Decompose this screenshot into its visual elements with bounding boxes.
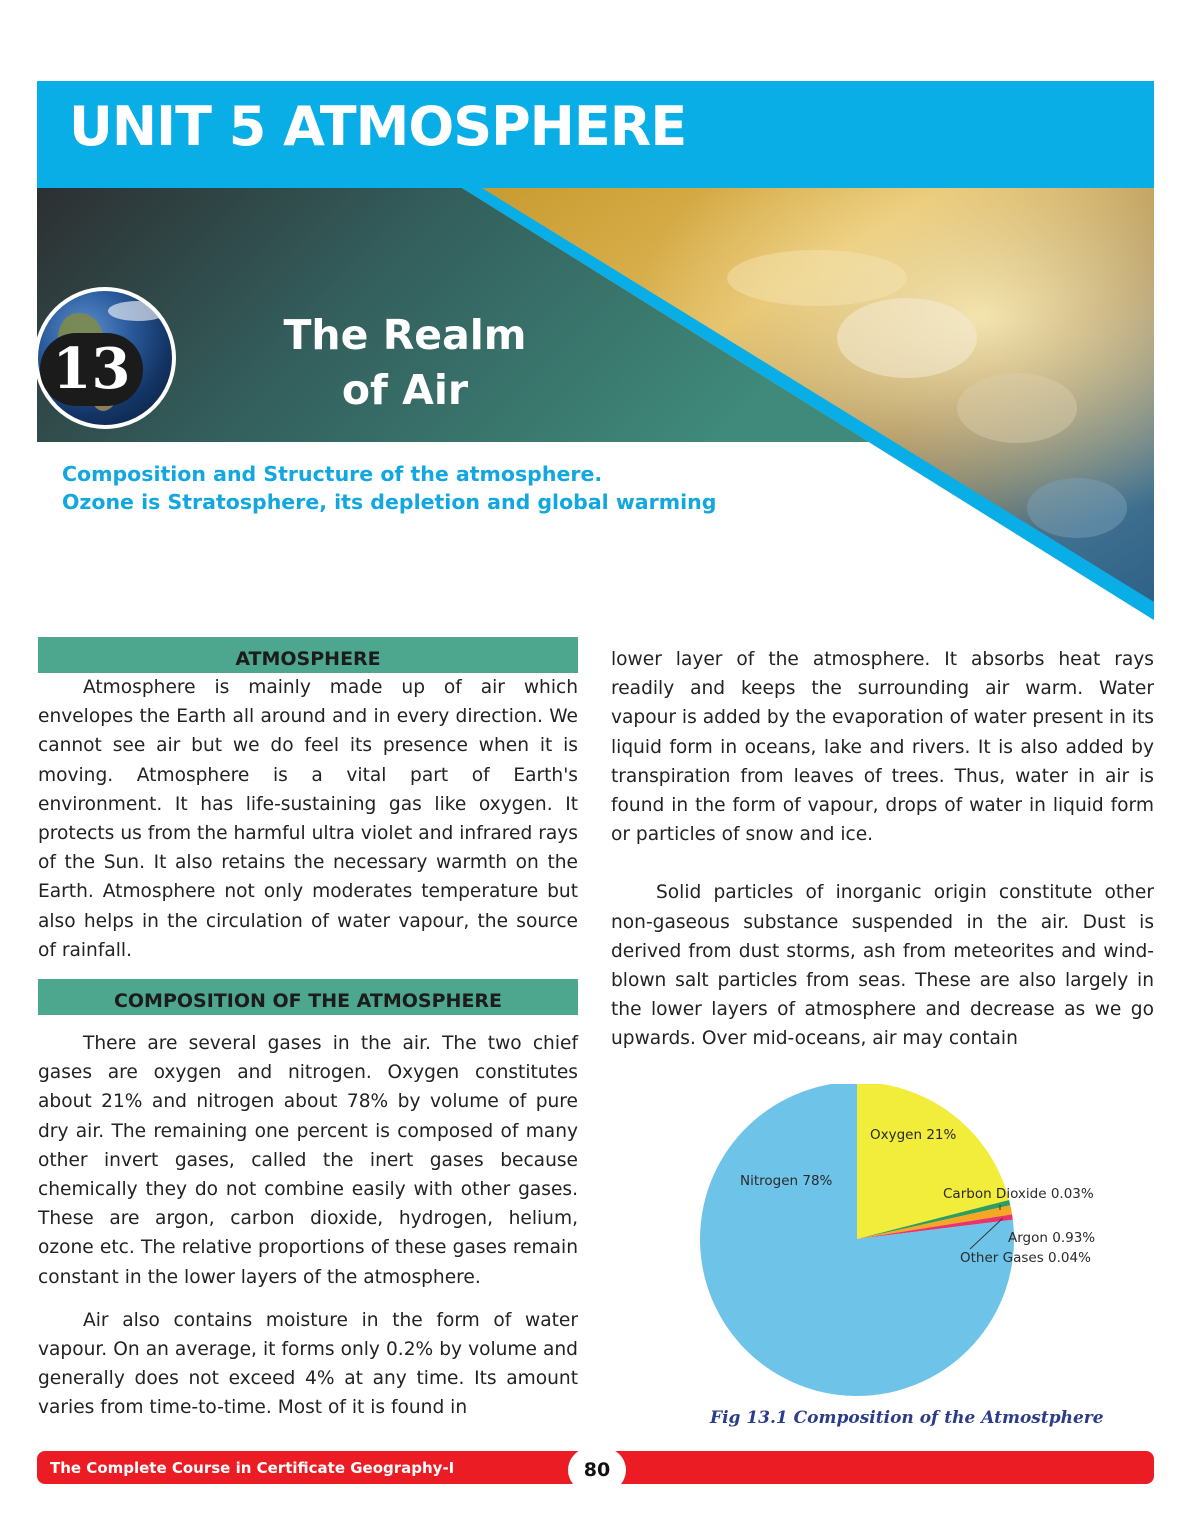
chapter-title-line1: The Realm [283, 311, 527, 359]
chapter-title-line2: of Air [341, 366, 469, 414]
footer-book-title: The Complete Course in Certificate Geography-I [50, 1459, 455, 1477]
pie-label-carbon-dioxide: Carbon Dioxide 0.03% [943, 1186, 1094, 1202]
pie-label-oxygen: Oxygen 21% [870, 1127, 957, 1143]
pie-label-other-gases: Other Gases 0.04% [960, 1250, 1091, 1266]
paragraph-composition-2: Air also contains moisture in the form of water vapour. On an average, it forms only 0.2% by volume and generally does not exceed 4% at any time. Its amount varies from time-to-time. Most of it is found in [38, 1309, 578, 1419]
paragraph-water-vapour: lower layer of the atmosphere. It absorbs heat rays readily and keeps the surrounding air warm. Water vapour is added by the evaporation of water present in its liquid form in oceans, lake and rivers. It is also added by transpiration from leaves of trees. Thus, water in air is found in the form of vapour, drops of water in liquid form or particles of snow and ice. [611, 649, 1154, 846]
section-heading-composition: COMPOSITION OF THE ATMOSPHERE [38, 979, 578, 1015]
pie-label-nitrogen: Nitrogen 78% [740, 1173, 833, 1189]
chapter-number: 13 [40, 333, 143, 406]
topic-item: Composition and Structure of the atmosphere. [62, 462, 603, 486]
paragraph-atmosphere: Atmosphere is mainly made up of air which envelopes the Earth all around and in every direction. We cannot see air but we do feel its presence when it is moving. Atmosphere is a vital part of Earth's environment. It has life-sustaining gas like oxygen. It protects us from the harmful ultra violet and infrared rays of the Sun. It also retains the necessary warmth on the Earth. Atmosphere not only moderates temperature but also helps in the circulation of water vapour, the source of rainfall. [38, 677, 578, 961]
page-number: 80 [568, 1448, 626, 1492]
topic-item: Ozone is Stratosphere, its depletion and global warming [62, 490, 717, 514]
composition-pie-figure [700, 1084, 1120, 1440]
chapter-banner [37, 188, 1154, 620]
paragraph-composition-1: There are several gases in the air. The two chief gases are oxygen and nitrogen. Oxygen constitutes about 21% and nitrogen about 78% by volume of pure dry air. The remaining one percent is composed of many other invert gases, called the inert gases because chemically they do not combine easily with other gases. These are argon, carbon dioxide, hydrogen, helium, ozone etc. The relative proportions of these gases remain constant in the lower layers of the atmosphere. [38, 1033, 578, 1288]
right-column [611, 645, 1154, 1054]
unit-title: UNIT 5 ATMOSPHERE [69, 95, 687, 158]
left-column [38, 637, 578, 1423]
chapter-topics [62, 460, 716, 516]
chapter-title [250, 308, 560, 418]
pie-label-argon: Argon 0.93% [1008, 1230, 1096, 1246]
paragraph-solid-particles: Solid particles of inorganic origin constitute other non-gaseous substance suspended in the air. Dust is derived from dust storms, ash from meteorites and wind-blown salt particles from seas. These are also largely in the lower layers of atmosphere and decrease as we go upwards. Over mid-oceans, air may contain [611, 882, 1154, 1050]
section-heading-atmosphere: ATMOSPHERE [38, 637, 578, 673]
figure-caption: Fig 13.1 Composition of the Atmostphere [710, 1408, 1104, 1428]
